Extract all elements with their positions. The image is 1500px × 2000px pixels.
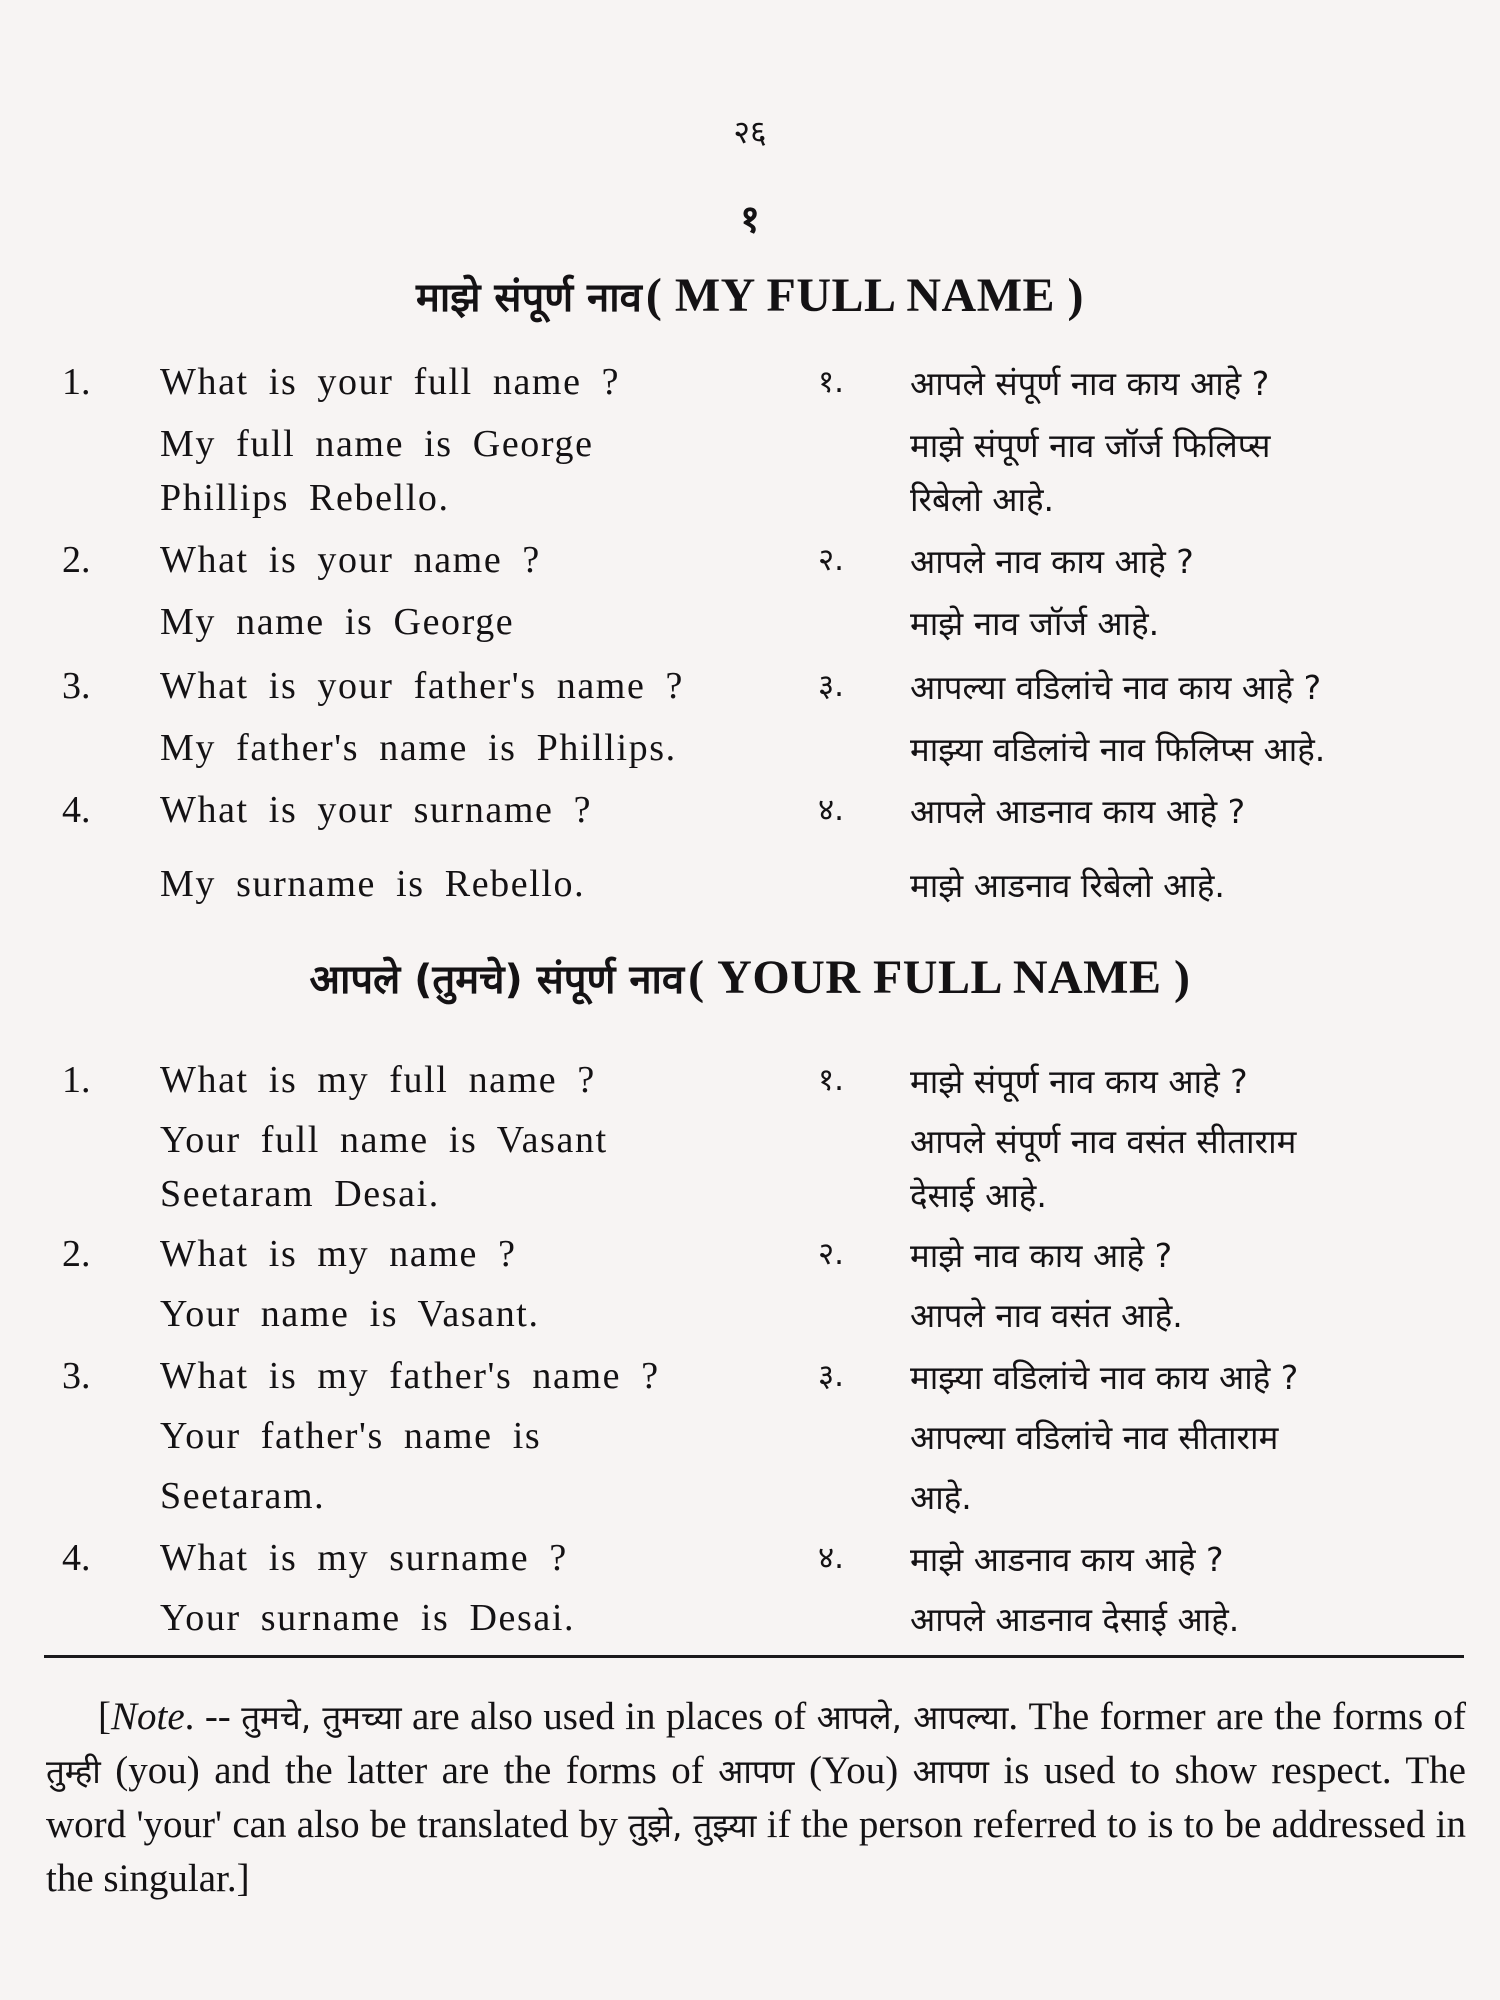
- marathi-question: आपल्या वडिलांचे नाव काय आहे ?: [910, 668, 1322, 707]
- marathi-answer: आपले नाव वसंत आहे.: [910, 1296, 1183, 1335]
- english-answer: My father's name is Phillips.: [160, 727, 677, 769]
- marathi-question: आपले आडनाव काय आहे ?: [910, 792, 1246, 831]
- item-number-english: 4.: [62, 1537, 91, 1579]
- qa-line: [0, 726, 1500, 778]
- note-text: is used to show respect. The word 'your' can also be translated by: [46, 1749, 1466, 1846]
- marathi-answer: देसाई आहे.: [910, 1176, 1047, 1215]
- section-heading-my-full-name: [0, 268, 1500, 323]
- item-number-marathi: ३.: [818, 668, 844, 704]
- marathi-question: आपले संपूर्ण नाव काय आहे ?: [910, 364, 1270, 403]
- note-paragraph: [46, 1690, 1466, 1905]
- english-question: What is your surname ?: [160, 789, 593, 831]
- item-number-english: 4.: [62, 789, 91, 831]
- english-answer: My surname is Rebello.: [160, 863, 586, 905]
- marathi-question: आपले नाव काय आहे ?: [910, 542, 1194, 581]
- marathi-question: माझे संपूर्ण नाव काय आहे ?: [910, 1062, 1248, 1101]
- item-number-marathi: ४.: [818, 792, 844, 828]
- english-question: What is my name ?: [160, 1233, 517, 1275]
- english-question: What is your name ?: [160, 539, 541, 581]
- english-question: What is your full name ?: [160, 361, 621, 403]
- english-answer: Your name is Vasant.: [160, 1293, 540, 1335]
- item-number-marathi: २.: [818, 1236, 844, 1272]
- english-question: What is my surname ?: [160, 1537, 568, 1579]
- qa-line: [0, 1354, 1500, 1406]
- item-number-marathi: ४.: [818, 1540, 844, 1576]
- note-marathi-word: तुमचे, तुमच्या: [241, 1698, 402, 1737]
- qa-line: [0, 422, 1500, 474]
- english-answer: My full name is George: [160, 423, 594, 465]
- item-number-marathi: १.: [818, 1062, 844, 1098]
- item-number-marathi: २.: [818, 542, 844, 578]
- item-number-english: 1.: [62, 361, 91, 403]
- marathi-answer: आपल्या वडिलांचे नाव सीताराम: [910, 1418, 1279, 1457]
- item-number-english: 2.: [62, 539, 91, 581]
- note-lead: Note: [111, 1695, 185, 1738]
- english-answer: Phillips Rebello.: [160, 477, 450, 519]
- english-answer: Your surname is Desai.: [160, 1597, 576, 1639]
- note-marathi-word: आपले, आपल्या: [816, 1698, 1009, 1737]
- item-number-marathi: १.: [818, 364, 844, 400]
- qa-line: [0, 360, 1500, 412]
- english-question: What is my father's name ?: [160, 1355, 660, 1397]
- note-text: . The former are the forms of: [1008, 1695, 1467, 1738]
- qa-line: [0, 1292, 1500, 1344]
- item-number-english: 1.: [62, 1059, 91, 1101]
- marathi-answer: आपले आडनाव देसाई आहे.: [910, 1600, 1240, 1639]
- page-number: २६: [733, 113, 767, 151]
- section-heading-your-full-name: [0, 950, 1500, 1005]
- qa-line: [0, 1414, 1500, 1466]
- marathi-answer: आहे.: [910, 1478, 972, 1517]
- section-heading-english: ( MY FULL NAME ): [645, 269, 1085, 322]
- marathi-question: माझे नाव काय आहे ?: [910, 1236, 1173, 1275]
- qa-line: [0, 1232, 1500, 1284]
- marathi-question: माझ्या वडिलांचे नाव काय आहे ?: [910, 1358, 1299, 1397]
- english-answer: My name is George: [160, 601, 515, 643]
- note-text: are also used in places of: [401, 1695, 817, 1738]
- english-answer: Seetaram Desai.: [160, 1173, 440, 1215]
- english-answer: Your full name is Vasant: [160, 1119, 608, 1161]
- marathi-answer: रिबेलो आहे.: [910, 480, 1055, 519]
- english-question: What is your father's name ?: [160, 665, 684, 707]
- qa-line: [0, 1536, 1500, 1588]
- marathi-question: माझे आडनाव काय आहे ?: [910, 1540, 1224, 1579]
- note-marathi-word: आपण: [718, 1752, 795, 1791]
- marathi-answer: माझे आडनाव रिबेलो आहे.: [910, 866, 1225, 905]
- marathi-answer: आपले संपूर्ण नाव वसंत सीताराम: [910, 1122, 1297, 1161]
- english-question: What is my full name ?: [160, 1059, 596, 1101]
- qa-line: [0, 862, 1500, 914]
- lesson-number: १: [740, 197, 760, 241]
- section-heading-marathi: माझे संपूर्ण नाव: [415, 275, 642, 321]
- note-marathi-word: तुम्ही: [46, 1752, 101, 1791]
- item-number-english: 3.: [62, 1355, 91, 1397]
- divider-line: [44, 1655, 1464, 1658]
- note-open-bracket: [: [98, 1695, 111, 1738]
- qa-line: [0, 664, 1500, 716]
- note-text: if the person referred to is to be addressed in the singular.]: [46, 1803, 1466, 1900]
- note-marathi-word: तुझे, तुझ्या: [628, 1806, 757, 1845]
- english-answer: Your father's name is: [160, 1415, 542, 1457]
- qa-line: [0, 1058, 1500, 1110]
- qa-line: [0, 1474, 1500, 1526]
- qa-line: [0, 1172, 1500, 1224]
- qa-line: [0, 788, 1500, 840]
- marathi-answer: माझ्या वडिलांचे नाव फिलिप्स आहे.: [910, 730, 1326, 769]
- qa-line: [0, 1596, 1500, 1648]
- section-heading-marathi: आपले (तुमचे) संपूर्ण नाव: [309, 957, 685, 1003]
- marathi-answer: माझे संपूर्ण नाव जॉर्ज फिलिप्स: [910, 426, 1271, 465]
- qa-line: [0, 476, 1500, 528]
- section-heading-english: ( YOUR FULL NAME ): [688, 951, 1191, 1004]
- qa-line: [0, 600, 1500, 652]
- item-number-marathi: ३.: [818, 1358, 844, 1394]
- item-number-english: 3.: [62, 665, 91, 707]
- marathi-answer: माझे नाव जॉर्ज आहे.: [910, 604, 1160, 643]
- english-answer: Seetaram.: [160, 1475, 326, 1517]
- qa-line: [0, 1118, 1500, 1170]
- item-number-english: 2.: [62, 1233, 91, 1275]
- qa-line: [0, 538, 1500, 590]
- note-text: (you) and the latter are the forms of: [100, 1749, 719, 1792]
- note-marathi-word: आपण: [912, 1752, 989, 1791]
- note-text: (You): [794, 1749, 913, 1792]
- note-text: . --: [184, 1695, 242, 1738]
